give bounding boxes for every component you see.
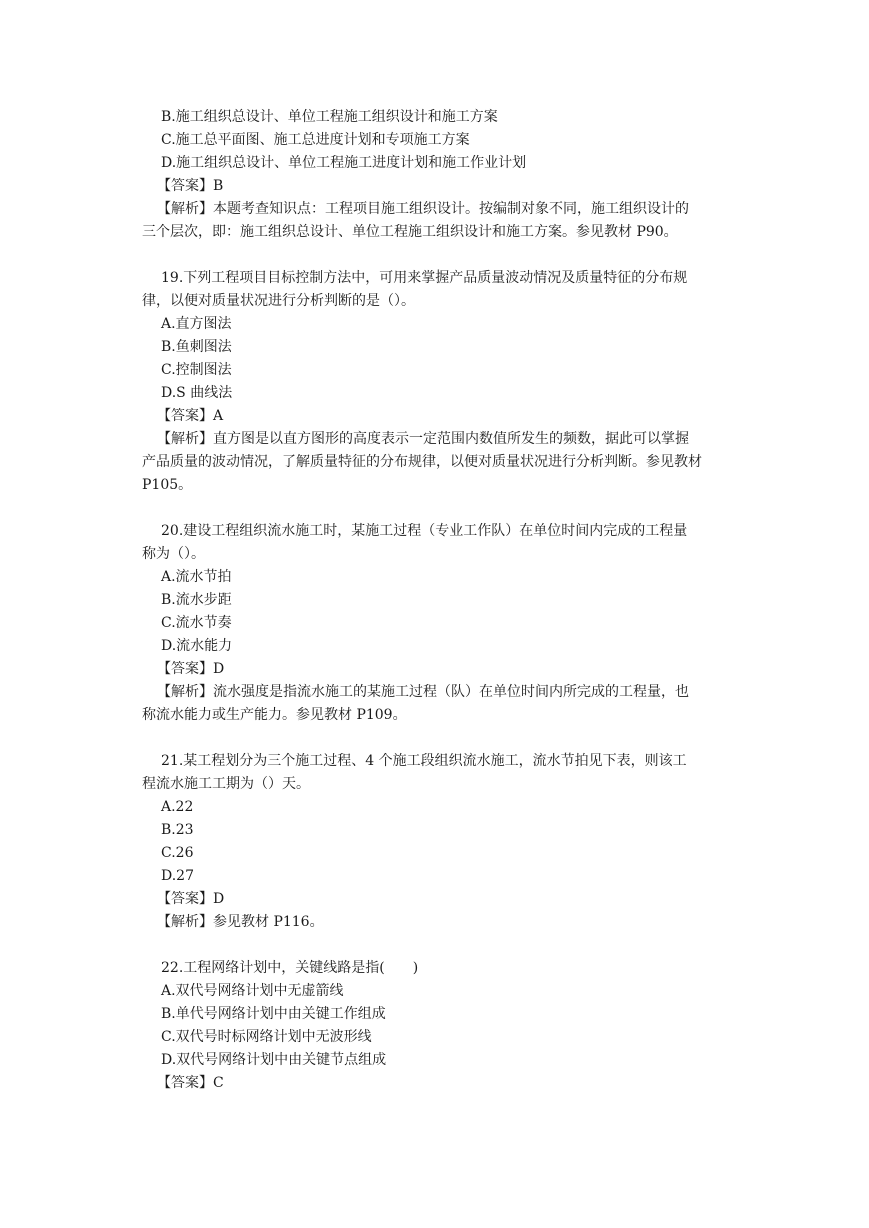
q19-option-c: C.控制图法 (161, 362, 232, 378)
q20-stem-line1: 20.建设工程组织流水施工时，某施工过程（专业工作队）在单位时间内完成的工程量 (161, 523, 688, 539)
q18-option-d: D.施工组织总设计、单位工程施工进度计划和施工作业计划 (161, 155, 527, 171)
q19-stem-line1: 19.下列工程项目目标控制方法中，可用来掌握产品质量波动情况及质量特征的分布规 (161, 270, 688, 286)
q22-option-c: C.双代号时标网络计划中无波形线 (161, 1029, 372, 1045)
q20-option-a: A.流水节拍 (161, 569, 232, 585)
q20-option-c: C.流水节奏 (161, 615, 232, 631)
q21-answer: 【答案】D (157, 891, 225, 907)
q21-analysis: 【解析】参见教材 P116。 (157, 914, 324, 930)
q22-option-a: A.双代号网络计划中无虚箭线 (161, 983, 344, 999)
q18-answer: 【答案】B (157, 178, 224, 194)
q22-stem: 22.工程网络计划中，关键线路是指( ) (161, 960, 419, 976)
q22-answer: 【答案】C (157, 1075, 224, 1091)
q20-option-d: D.流水能力 (161, 638, 233, 654)
q21-stem-line2: 程流水施工工期为（）天。 (142, 776, 310, 792)
q20-stem-line2: 称为（）。 (142, 546, 205, 562)
q21-option-b: B.23 (161, 822, 194, 838)
q19-option-d: D.S 曲线法 (161, 385, 233, 401)
q19-analysis-line1: 【解析】直方图是以直方图形的高度表示一定范围内数值所发生的频数，据此可以掌握 (157, 431, 689, 447)
q19-analysis-line2: 产品质量的波动情况，了解质量特征的分布规律，以便对质量状况进行分析判断。参见教材 (142, 454, 702, 470)
q21-option-c: C.26 (161, 845, 194, 861)
q19-option-a: A.直方图法 (161, 316, 232, 332)
q19-option-b: B.鱼刺图法 (161, 339, 232, 355)
q19-analysis-line3: P105。 (142, 477, 193, 493)
q20-analysis-line1: 【解析】流水强度是指流水施工的某施工过程（队）在单位时间内所完成的工程量，也 (157, 684, 689, 700)
q22-option-b: B.单代号网络计划中由关键工作组成 (161, 1006, 386, 1022)
q21-stem-line1: 21.某工程划分为三个施工过程、4 个施工段组织流水施工，流水节拍见下表，则该工 (161, 753, 687, 769)
q22-option-d: D.双代号网络计划中由关键节点组成 (161, 1052, 387, 1068)
q21-option-d: D.27 (161, 868, 194, 884)
q19-stem-line2: 律，以便对质量状况进行分析判断的是（）。 (142, 293, 415, 309)
q20-answer: 【答案】D (157, 661, 225, 677)
q19-answer: 【答案】A (157, 408, 224, 424)
q18-option-c: C.施工总平面图、施工总进度计划和专项施工方案 (161, 132, 470, 148)
q21-option-a: A.22 (161, 799, 194, 815)
q20-analysis-line2: 称流水能力或生产能力。参见教材 P109。 (142, 707, 407, 723)
q18-analysis-line1: 【解析】本题考查知识点：工程项目施工组织设计。按编制对象不同，施工组织设计的 (157, 201, 689, 217)
q20-option-b: B.流水步距 (161, 592, 232, 608)
q18-option-b: B.施工组织总设计、单位工程施工组织设计和施工方案 (161, 109, 498, 125)
q18-analysis-line2: 三个层次，即：施工组织总设计、单位工程施工组织设计和施工方案。参见教材 P90。 (142, 224, 678, 240)
